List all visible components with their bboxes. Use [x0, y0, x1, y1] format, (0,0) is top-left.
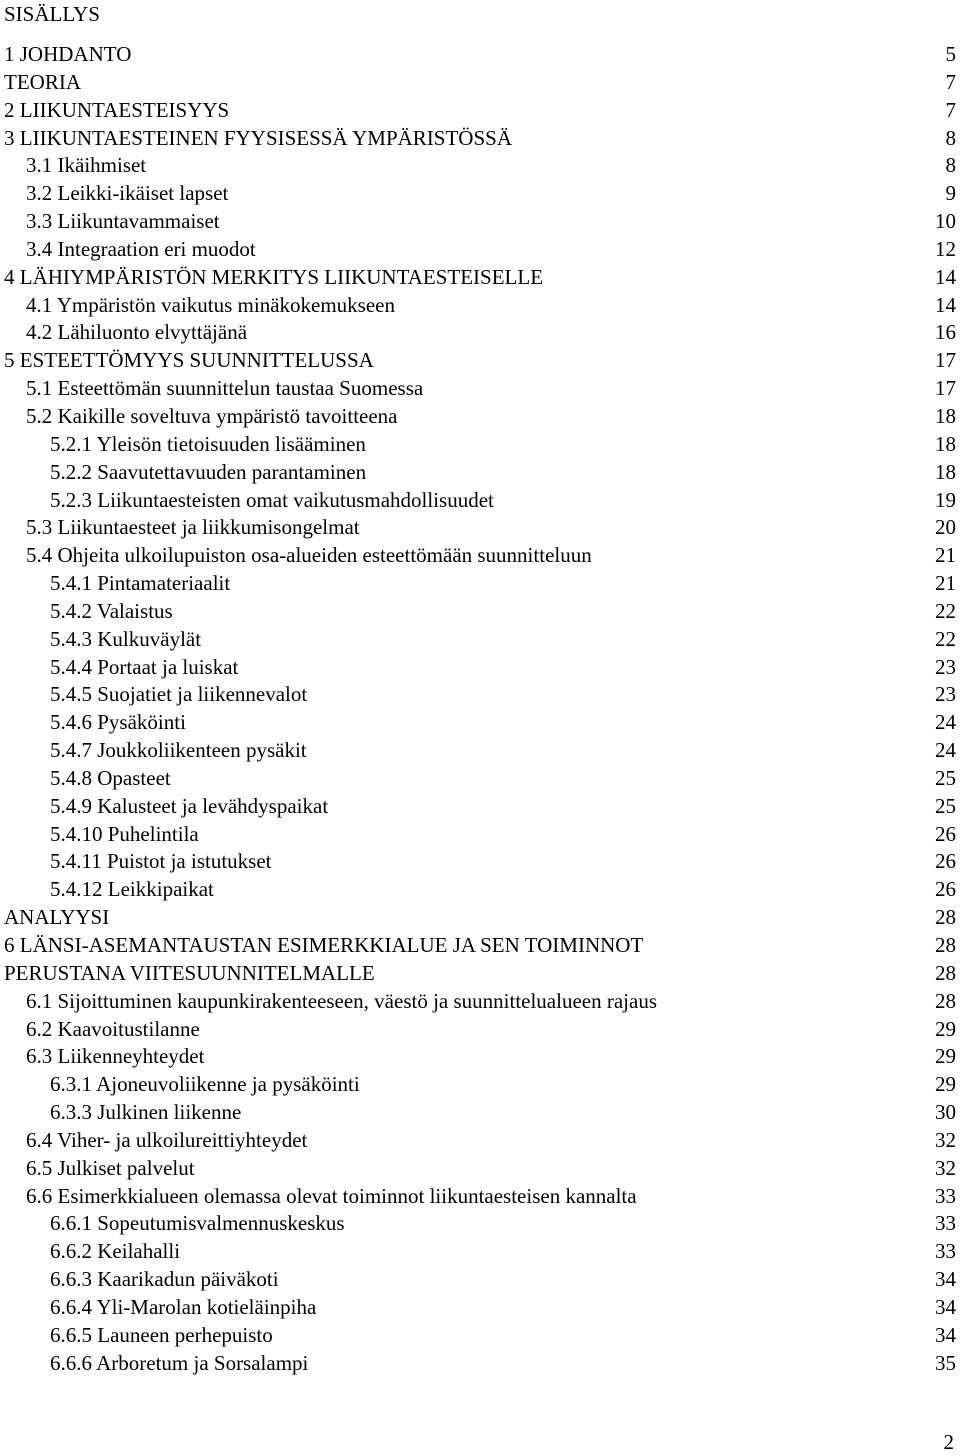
toc-entry-title: 6.3 Liikenneyhteydet [26, 1044, 205, 1069]
toc-entry-page: 16 [935, 320, 956, 345]
toc-entry [0, 737, 960, 765]
toc-entry-title: 5.4.9 Kalusteet ja levähdyspaikat [50, 793, 329, 818]
toc-entry [0, 319, 960, 347]
toc-entry [0, 487, 960, 515]
toc-entry-page: 18 [935, 459, 956, 484]
toc-entry-title: 5 ESTEETTÖMYYS SUUNNITTELUSSA [4, 348, 374, 373]
toc-entry [0, 152, 960, 180]
toc-entry-title: PERUSTANA VIITESUUNNITELMALLE [4, 960, 375, 985]
toc-entry [0, 1071, 960, 1099]
toc-entry [0, 292, 960, 320]
toc-entry-page: 32 [935, 1127, 956, 1152]
toc-entry-page: 29 [935, 1016, 956, 1041]
toc-entry-page: 29 [935, 1072, 956, 1097]
toc-entry-page: 17 [935, 348, 956, 373]
toc-entry-page: 22 [935, 626, 956, 651]
toc-entry-title: 5.4.6 Pysäköinti [50, 710, 186, 735]
toc-entry-title: 5.4 Ohjeita ulkoilupuiston osa-alueiden esteettömään suunnitteluun [26, 543, 592, 568]
toc-entry-title: 4 LÄHIYMPÄRISTÖN MERKITYS LIIKUNTAESTEISELLE [4, 264, 544, 289]
toc-entry-page: 33 [935, 1239, 956, 1264]
toc-entry-page: 10 [935, 209, 956, 234]
toc-entry-page: 7 [945, 97, 956, 122]
toc-entry [0, 988, 960, 1016]
toc-entry-title: 6.3.1 Ajoneuvoliikenne ja pysäköinti [50, 1072, 360, 1097]
toc-entry-title: 5.4.10 Puhelintila [50, 821, 199, 846]
toc-entry-page: 20 [935, 515, 956, 540]
toc-entry-page: 28 [935, 933, 956, 957]
toc-entry-page: 34 [935, 1294, 956, 1319]
toc-entry-page: 25 [935, 765, 956, 790]
toc-entry [0, 97, 960, 125]
toc-entry [0, 793, 960, 821]
toc-entry-title: 3.3 Liikuntavammaiset [26, 209, 220, 234]
toc-entry-page: 35 [935, 1350, 956, 1375]
toc-entry [0, 1099, 960, 1127]
toc-entry-page: 21 [935, 543, 956, 568]
toc-entry [0, 654, 960, 682]
toc-entry [0, 542, 960, 570]
toc-entry-title: 5.1 Esteettömän suunnittelun taustaa Suomessa [26, 376, 424, 401]
toc-entry-title: 2 LIIKUNTAESTEISYYS [4, 97, 230, 122]
toc-entry-page: 25 [935, 793, 956, 818]
toc-entry-page: 29 [935, 1044, 956, 1069]
toc-entry [0, 904, 960, 932]
toc-entry [0, 598, 960, 626]
toc-entry-page: 26 [935, 877, 956, 902]
toc-entry-page: 14 [935, 292, 956, 317]
page-heading: SISÄLLYS [4, 2, 100, 26]
toc-entry-title: 5.4.11 Puistot ja istutukset [50, 849, 272, 874]
toc-entry-title: 6.6 Esimerkkialueen olemassa olevat toiminnot liikuntaesteisen kannalta [26, 1183, 637, 1208]
toc-entry-page: 26 [935, 849, 956, 874]
toc-entry [0, 1183, 960, 1211]
toc-entry-page: 7 [945, 69, 956, 94]
toc-entry-page: 32 [935, 1155, 956, 1180]
toc-entry-title: 6.6.1 Sopeutumisvalmennuskeskus [50, 1211, 345, 1236]
toc-entry-title: 6.6.4 Yli-Marolan kotieläinpiha [50, 1294, 317, 1319]
toc-entry [0, 765, 960, 793]
toc-entry-title: 6.5 Julkiset palvelut [26, 1155, 195, 1180]
toc-entry-title: TEORIA [4, 69, 81, 94]
toc-entry-title: 3.4 Integraation eri muodot [26, 236, 256, 261]
toc-entry-title: 6.6.2 Keilahalli [50, 1239, 181, 1264]
page-number: 2 [943, 1430, 954, 1454]
toc-entry-title: 6.4 Viher- ja ulkoilureittiyhteydet [26, 1127, 308, 1152]
toc-entry [0, 1266, 960, 1294]
toc-entry-page: 26 [935, 821, 956, 846]
toc-entry-page: 9 [945, 181, 956, 206]
toc-entry [0, 431, 960, 459]
toc-entry [0, 709, 960, 737]
toc-entry-title: 1 JOHDANTO [4, 42, 132, 66]
toc-entry [0, 960, 960, 988]
toc-entry [0, 848, 960, 876]
toc-entry-page: 34 [935, 1267, 956, 1292]
toc-entry [0, 69, 960, 97]
toc-entry [0, 208, 960, 236]
toc-entry [0, 570, 960, 598]
toc-entry [0, 821, 960, 849]
toc-entry-title: 5.2.1 Yleisön tietoisuuden lisääminen [50, 431, 366, 456]
toc-entry [0, 1127, 960, 1155]
toc-entry [0, 514, 960, 542]
toc-entry-title: 5.4.1 Pintamateriaalit [50, 571, 231, 596]
toc-entry [0, 626, 960, 654]
toc-entry-page: 12 [935, 236, 956, 261]
toc-entry [0, 1155, 960, 1183]
toc-entry-title: 6.3.3 Julkinen liikenne [50, 1100, 242, 1125]
toc-entry-title: 5.2 Kaikille soveltuva ympäristö tavoitteena [26, 403, 398, 428]
toc-entry-title: 5.4.8 Opasteet [50, 765, 171, 790]
toc-entry-page: 14 [935, 264, 956, 289]
toc-entry-page: 28 [935, 960, 956, 985]
toc-entry-title: 4.2 Lähiluonto elvyttäjänä [26, 320, 248, 345]
toc-entry-title: 5.2.3 Liikuntaesteisten omat vaikutusmahdollisuudet [50, 487, 494, 512]
toc-entry-page: 21 [935, 571, 956, 596]
toc-entry-title: 5.4.7 Joukkoliikenteen pysäkit [50, 738, 307, 763]
toc-entry-title: 6.6.6 Arboretum ja Sorsalampi [50, 1350, 309, 1375]
toc-entry [0, 347, 960, 375]
toc-entry [0, 932, 960, 960]
toc-entry [0, 1294, 960, 1322]
toc-entry-title: 3.1 Ikäihmiset [26, 153, 147, 178]
toc-entry-page: 19 [935, 487, 956, 512]
toc-entry [0, 375, 960, 403]
toc-entry-page: 23 [935, 682, 956, 707]
toc-entry [0, 681, 960, 709]
toc-entry-page: 18 [935, 431, 956, 456]
toc-entry [0, 1238, 960, 1266]
toc-entry-page: 22 [935, 598, 956, 623]
toc-entry-page: 28 [935, 988, 956, 1013]
toc-entry-title: 5.4.12 Leikkipaikat [50, 877, 214, 902]
toc-entry-title: 6.6.3 Kaarikadun päiväkoti [50, 1267, 279, 1292]
toc-entry-title: 3 LIIKUNTAESTEINEN FYYSISESSÄ YMPÄRISTÖSSÄ [4, 125, 512, 150]
toc-entry-title: 5.4.5 Suojatiet ja liikennevalot [50, 682, 308, 707]
toc-entry-page: 5 [945, 42, 956, 66]
toc-entry-title: 3.2 Leikki-ikäiset lapset [26, 181, 229, 206]
toc-entry [0, 1043, 960, 1071]
toc-entry [0, 41, 960, 69]
toc-entry [0, 264, 960, 292]
toc-entry [0, 125, 960, 153]
toc-entry [0, 1322, 960, 1350]
toc-entry-page: 8 [945, 153, 956, 178]
toc-entry [0, 1016, 960, 1044]
toc-entry-title: 5.2.2 Saavutettavuuden parantaminen [50, 459, 367, 484]
toc-entry-page: 23 [935, 654, 956, 679]
toc-entry-title: ANALYYSI [4, 905, 110, 930]
toc-entry [0, 236, 960, 264]
toc-entry-page: 30 [935, 1100, 956, 1125]
toc-entry [0, 1210, 960, 1238]
toc-entry-page: 34 [935, 1322, 956, 1347]
toc-entry-page: 8 [945, 125, 956, 150]
toc-entry-title: 4.1 Ympäristön vaikutus minäkokemukseen [26, 292, 395, 317]
toc-entry-page: 18 [935, 403, 956, 428]
toc-entry-title: 5.4.3 Kulkuväylät [50, 626, 202, 651]
toc-entry-page: 24 [935, 738, 956, 763]
toc-entry-page: 33 [935, 1211, 956, 1236]
toc-entry-title: 5.3 Liikuntaesteet ja liikkumisongelmat [26, 515, 360, 540]
toc-entry-title: 6 LÄNSI-ASEMANTAUSTAN ESIMERKKIALUE JA SEN TOIMINNOT [4, 933, 644, 957]
toc-entry [0, 1350, 960, 1378]
toc-entry-title: 6.1 Sijoittuminen kaupunkirakenteeseen, väestö ja suunnittelualueen rajaus [26, 988, 657, 1013]
toc-entry-page: 24 [935, 710, 956, 735]
toc-entry-title: 5.4.4 Portaat ja luiskat [50, 654, 239, 679]
toc-entry-title: 6.2 Kaavoitustilanne [26, 1016, 200, 1041]
toc-entry [0, 180, 960, 208]
toc-entry-page: 28 [935, 905, 956, 930]
toc-entry [0, 876, 960, 904]
toc-entry [0, 459, 960, 487]
toc-entry [0, 403, 960, 431]
toc-entry-title: 6.6.5 Launeen perhepuisto [50, 1322, 273, 1347]
toc-entry-page: 33 [935, 1183, 956, 1208]
toc-entry-page: 17 [935, 376, 956, 401]
table-of-contents [0, 41, 960, 1378]
toc-entry-title: 5.4.2 Valaistus [50, 598, 173, 623]
